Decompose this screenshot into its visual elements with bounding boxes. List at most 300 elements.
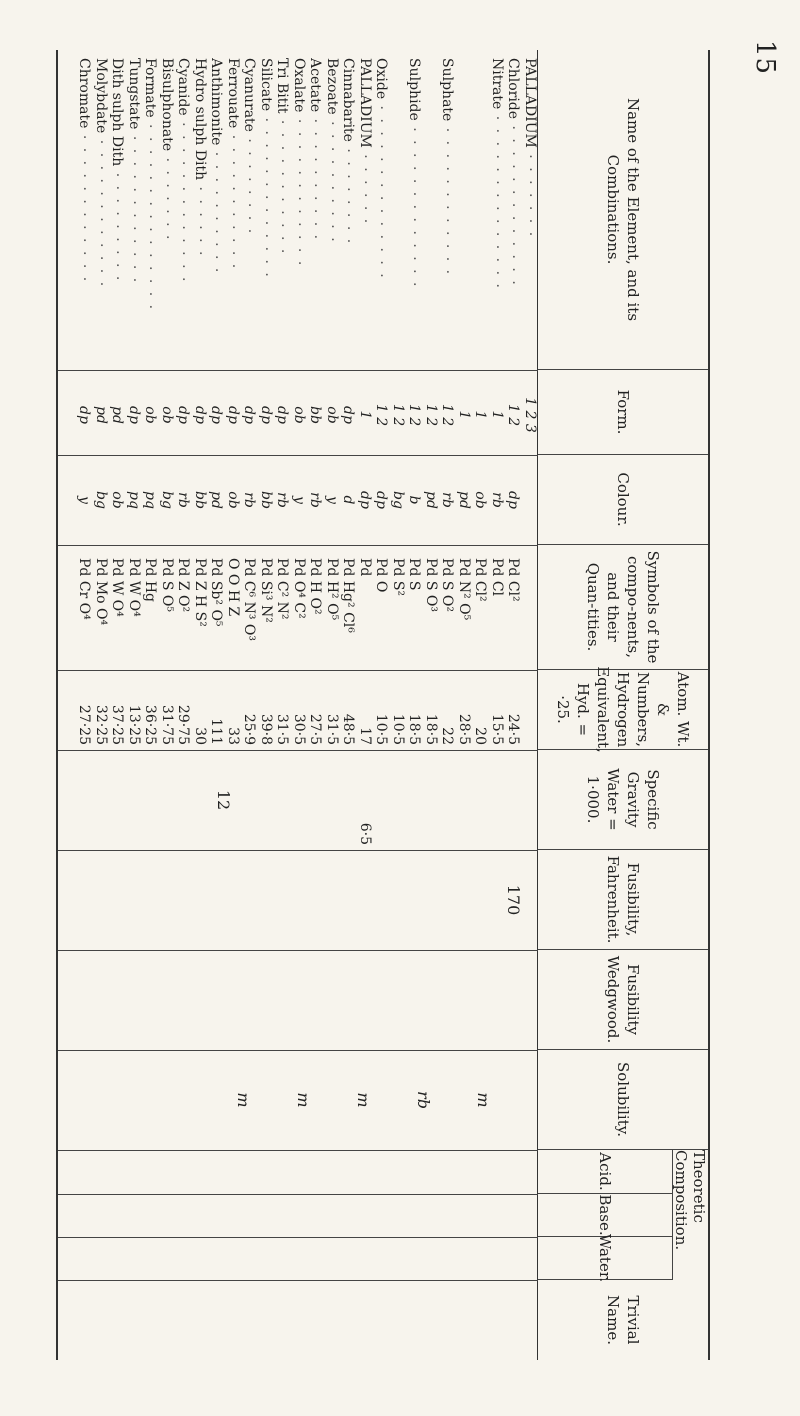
header-name: Name of the Element, and its Combinations. — [538, 50, 708, 370]
atomic-weight-value: 48·5 — [340, 713, 357, 745]
element-name-text: Tungstate — [126, 58, 142, 130]
form-value: 1 — [472, 410, 489, 420]
leader-dots: · · · · · · · · · · · · · — [505, 119, 522, 287]
form-value: 1 2 — [390, 403, 406, 427]
table-row — [357, 50, 374, 1360]
symbol-value — [522, 550, 539, 668]
leader-dots: · · · · · · · · · · — [307, 112, 324, 242]
symbol-value: Pd Si³ N² — [258, 558, 274, 623]
table-row — [423, 50, 440, 1360]
specific-gravity-value — [505, 755, 522, 845]
symbol-value: Pd Hg — [142, 558, 159, 603]
leader-dots: · · · · · · · · · · · · — [439, 121, 456, 277]
atomic-weight-value: 18·5 — [406, 713, 423, 745]
solubility-value — [390, 955, 407, 1045]
element-name — [241, 58, 258, 358]
fusibility-value — [307, 855, 324, 945]
element-name — [291, 58, 308, 358]
form-value: dp — [175, 406, 192, 424]
specific-gravity-value — [142, 755, 159, 845]
fusibility-value — [175, 855, 192, 945]
colour-value: bb — [258, 491, 274, 509]
leader-dots: · · · · · · · · · · · — [225, 128, 241, 271]
page-number: 15 — [750, 40, 780, 76]
solubility-value — [489, 955, 506, 1045]
form-value: ob — [291, 406, 307, 424]
colour-value: dp — [505, 491, 522, 509]
symbol-value: Pd Mo O⁴ — [93, 558, 109, 626]
atomic-weight-value: 27·25 — [76, 704, 93, 745]
form-value: dp — [192, 406, 208, 424]
element-name-text: Oxalate — [291, 58, 307, 113]
header-base: Base. — [538, 1194, 672, 1237]
specific-gravity-value: 6·5 — [357, 822, 373, 845]
leader-dots: · · · · · · — [357, 147, 373, 226]
element-name — [225, 58, 242, 358]
element-name-text: Chromate — [76, 58, 93, 129]
atomic-weight-value: 31·5 — [324, 713, 340, 745]
element-name — [109, 58, 126, 358]
solubility-value — [225, 955, 242, 1045]
element-name-text: Bezoate — [324, 58, 340, 115]
specific-gravity-value — [159, 755, 176, 845]
element-name — [522, 58, 539, 358]
element-name-text: Hydro sulph Dith — [192, 58, 208, 181]
symbol-value: Pd W O⁴ — [109, 558, 126, 617]
symbol-value: Pd Cr O⁴ — [76, 558, 93, 620]
element-name — [340, 58, 357, 358]
table-row — [225, 50, 242, 1360]
atomic-weight-value: 15·5 — [489, 713, 505, 745]
fusibility-value — [472, 855, 489, 945]
fusibility-value — [456, 855, 473, 945]
solubility-value — [175, 955, 192, 1045]
symbol-value: Pd S² — [390, 558, 406, 597]
fusibility-value — [439, 855, 456, 945]
solubility-mark: m — [474, 1092, 493, 1108]
element-name — [274, 58, 291, 358]
form-value: ob — [159, 406, 175, 424]
form-value: ob — [142, 406, 159, 424]
atomic-weight-value: 27·5 — [307, 713, 324, 745]
leader-dots: · · · · · · · · · · · · — [126, 129, 142, 285]
form-value: dp — [340, 406, 357, 424]
leader-dots: · · · · · · · · · · · — [274, 113, 291, 256]
element-name — [142, 58, 159, 358]
form-value: dp — [208, 406, 225, 424]
colour-value: rb — [307, 492, 324, 508]
colour-value: ob — [472, 491, 489, 509]
table-row — [142, 50, 159, 1360]
symbol-value: Pd H² O⁵ — [324, 558, 340, 621]
element-name-text: Sulphide — [406, 58, 423, 121]
fusibility-value — [225, 855, 242, 945]
element-name-text: Oxide — [373, 58, 390, 100]
element-name-text: Formate — [142, 58, 159, 118]
symbol-value: Pd Cl² — [505, 558, 522, 602]
element-name — [406, 58, 423, 358]
element-name — [505, 58, 522, 358]
symbol-value: Pd Z H S² — [192, 558, 208, 627]
element-name — [373, 58, 390, 358]
colour-value: ob — [225, 491, 241, 509]
element-name — [126, 58, 143, 358]
atomic-weight-value: 111 — [208, 718, 225, 745]
form-value: 1 2 — [373, 403, 390, 427]
symbol-value: Pd Z O² — [175, 558, 192, 613]
atomic-weight-value: 29·75 — [175, 704, 192, 745]
fusibility-value — [357, 855, 374, 945]
table-body — [58, 50, 538, 1360]
fusibility-value — [522, 855, 539, 945]
table-row — [489, 50, 506, 1360]
form-value: 1 2 — [505, 403, 522, 427]
solubility-mark: m — [294, 1092, 313, 1108]
form-value: ob — [324, 406, 340, 424]
atomic-weight-value: 30 — [192, 727, 208, 745]
colour-value: pd — [456, 491, 472, 509]
leader-dots: · · · · · · · · · · · · — [93, 133, 109, 289]
fusibility-value — [489, 855, 506, 945]
element-name-text: Anthimonite — [208, 58, 225, 146]
colour-value: rb — [241, 492, 258, 508]
specific-gravity-value — [423, 755, 440, 845]
leader-dots: · · · · · · · · · · · · · · — [373, 99, 390, 280]
table-row — [175, 50, 192, 1360]
fusibility-value — [192, 855, 209, 945]
leader-dots: · · · · · · · · · · · · — [291, 112, 307, 268]
table-row — [522, 50, 539, 1360]
table-header — [537, 50, 708, 1360]
solubility-value — [439, 955, 456, 1045]
solubility-value — [324, 955, 341, 1045]
element-name — [439, 58, 456, 358]
atomic-weight-value: 18·5 — [423, 713, 439, 745]
symbol-value: Pd Hg² Cl⁶ — [340, 558, 357, 633]
fusibility-value — [373, 855, 390, 945]
colour-value: rb — [439, 492, 456, 508]
leader-dots: · · · · · · · · — [340, 141, 357, 246]
colour-value: pq — [126, 491, 142, 509]
header-fusibility: Fusibility, Fahrenheit. — [538, 850, 708, 950]
table-row — [505, 50, 522, 1360]
header-symbol: Symbols of the compo-nents, and their Quan-tities. — [538, 545, 708, 670]
solubility-value — [76, 955, 93, 1045]
table-row — [390, 50, 407, 1360]
symbol-value: Pd Cl — [489, 558, 505, 597]
colour-value: bb — [192, 491, 208, 509]
table-row — [126, 50, 143, 1360]
element-name — [76, 58, 93, 358]
element-table — [56, 50, 710, 1360]
specific-gravity-value — [390, 755, 407, 845]
form-value: dp — [241, 406, 258, 424]
symbol-value: Pd H O² — [307, 558, 324, 615]
symbol-value: Pd C⁶ N³ O³ — [241, 558, 258, 642]
element-name — [93, 58, 110, 358]
specific-gravity-value: 12 — [214, 789, 233, 811]
solubility-value — [208, 955, 225, 1045]
fusibility-value — [93, 855, 110, 945]
table-row — [373, 50, 390, 1360]
element-name — [489, 58, 506, 358]
specific-gravity-value — [373, 755, 390, 845]
fusibility-value — [76, 855, 93, 945]
table-row — [76, 50, 93, 1360]
solubility-value — [505, 955, 522, 1045]
symbol-value: Pd Sb² O⁵ — [208, 558, 225, 627]
colour-value: pd — [423, 491, 439, 509]
fusibility-value — [126, 855, 143, 945]
element-name — [472, 58, 489, 358]
colour-value: bg — [159, 491, 175, 509]
element-name-text: PALLADIUM — [522, 58, 538, 148]
solubility-value — [126, 955, 143, 1045]
specific-gravity-value — [324, 755, 341, 845]
solubility-value — [522, 955, 539, 1045]
atomic-weight-value: 17 — [357, 727, 373, 745]
symbol-value: Pd S O⁵ — [159, 558, 175, 612]
colour-value: dp — [357, 491, 373, 509]
element-name — [390, 58, 407, 358]
leader-dots: · · · · · · · — [522, 147, 538, 239]
fusibility-value — [505, 855, 522, 945]
table-row — [159, 50, 176, 1360]
leader-dots: · · · · · · · · · · — [324, 114, 340, 244]
atomic-weight-value: 24·5 — [505, 713, 522, 745]
form-value: dp — [274, 406, 291, 424]
element-name-text: Tri Bitit — [274, 58, 291, 114]
element-name-text: Silicate — [258, 58, 274, 112]
element-name — [258, 58, 275, 358]
form-value: dp — [76, 406, 93, 424]
specific-gravity-value — [406, 755, 423, 845]
header-acid: Acid. — [538, 1150, 672, 1194]
colour-value — [522, 460, 539, 540]
header-fusibility-wedgwood: Fusibility Wedgwood. — [538, 950, 708, 1050]
table-row — [208, 50, 225, 1360]
specific-gravity-value — [456, 755, 473, 845]
element-name — [357, 58, 374, 358]
solubility-mark: m — [354, 1092, 373, 1108]
solubility-value — [109, 955, 126, 1045]
table-row — [472, 50, 489, 1360]
fusibility-value — [324, 855, 341, 945]
symbol-value: Pd Cl² — [472, 558, 489, 602]
element-name-text: Ferrouate — [225, 58, 241, 129]
leader-dots: · · · · · · — [192, 180, 208, 258]
table-row — [340, 50, 357, 1360]
atomic-weight-value: 32·25 — [93, 704, 109, 745]
table-row — [324, 50, 341, 1360]
colour-value: pq — [142, 491, 159, 509]
element-name — [456, 58, 473, 358]
atomic-weight-value: 31·75 — [159, 704, 175, 745]
fusibility-value — [406, 855, 423, 945]
element-name-text: Cinnabarite — [340, 58, 357, 142]
symbol-value: Pd N² O⁵ — [456, 558, 472, 621]
symbol-value: Pd S — [406, 558, 423, 591]
header-trivial-name: Trivial Name. — [604, 1295, 642, 1345]
element-name — [423, 58, 440, 358]
specific-gravity-value — [109, 755, 126, 845]
colour-value: y — [324, 496, 340, 504]
specific-gravity-value — [472, 755, 489, 845]
element-name-text: Molybdate — [93, 58, 109, 134]
colour-value: dp — [373, 491, 390, 509]
solubility-value — [456, 955, 473, 1045]
element-name-text: Cyanide — [175, 58, 192, 116]
specific-gravity-value — [274, 755, 291, 845]
specific-gravity-value — [340, 755, 357, 845]
table-row — [456, 50, 473, 1360]
specific-gravity-value — [522, 755, 539, 845]
header-specific-gravity: Specific Gravity Water = 1·000. — [538, 750, 708, 850]
form-value: 1 — [357, 410, 373, 420]
leader-dots: · · · · · · · · — [241, 131, 258, 236]
solubility-value — [93, 955, 110, 1045]
colour-value: y — [291, 496, 307, 504]
colour-value: bg — [93, 491, 109, 509]
specific-gravity-value — [126, 755, 143, 845]
leader-dots: · · · · · · · — [159, 151, 175, 242]
form-value: pd — [109, 406, 126, 424]
element-name-text: Cyanurate — [241, 58, 258, 132]
atomic-weight-value: 31·5 — [274, 713, 291, 745]
solubility-value — [291, 955, 308, 1045]
symbol-value: Pd — [357, 558, 373, 577]
form-value: dp — [258, 406, 274, 424]
solubility-mark: rb — [414, 1091, 433, 1109]
form-value: bb — [307, 406, 324, 424]
element-name-text: Dith sulph Dith — [109, 58, 126, 167]
solubility-value — [472, 955, 489, 1045]
colour-value: ob — [109, 491, 126, 509]
form-value: 1 2 — [439, 403, 456, 427]
element-name — [324, 58, 341, 358]
fusibility-value — [274, 855, 291, 945]
leader-dots: · · · · · · · · · · · · — [76, 128, 93, 284]
atomic-weight-value: 37·25 — [109, 704, 126, 745]
form-value: dp — [126, 406, 142, 424]
atomic-weight-value: 30·5 — [291, 713, 307, 745]
specific-gravity-value — [241, 755, 258, 845]
leader-dots: · · · · · · · · · · · · · — [175, 115, 192, 284]
leader-dots: · · · · · · · · · · · · · · · — [142, 117, 159, 312]
fusibility-value: 170 — [504, 884, 523, 916]
fusibility-value — [258, 855, 275, 945]
table-row — [439, 50, 456, 1360]
colour-value: b — [406, 495, 423, 505]
atomic-weight-value: 10·5 — [373, 713, 390, 745]
colour-value: pd — [208, 491, 225, 509]
fusibility-value — [109, 855, 126, 945]
header-atomic-weight: Atom. Wt. & Numbers, Hydrogen Equivalent, Hyd. = ·25. — [538, 670, 708, 750]
symbol-value: O O H Z — [225, 558, 241, 617]
colour-value: y — [76, 496, 93, 504]
form-value: dp — [225, 406, 241, 424]
table-row — [406, 50, 423, 1360]
fusibility-value — [340, 855, 357, 945]
element-name — [208, 58, 225, 358]
colour-value: d — [340, 495, 357, 505]
solubility-value — [357, 955, 374, 1045]
atomic-weight-value: 10·5 — [390, 713, 406, 745]
solubility-value — [241, 955, 258, 1045]
colour-value: rb — [489, 492, 505, 508]
symbol-value: Pd O⁴ C² — [291, 558, 307, 619]
element-name — [175, 58, 192, 358]
atomic-weight-value: 33 — [225, 727, 241, 745]
element-name-text: PALLADIUM — [357, 58, 373, 148]
element-name — [192, 58, 209, 358]
form-value: 1 — [456, 410, 472, 420]
leader-dots: · · · · · · · · · — [109, 166, 126, 283]
specific-gravity-value — [192, 755, 209, 845]
solubility-value — [423, 955, 440, 1045]
header-solubility: Solubility. — [538, 1050, 708, 1150]
element-name-text: Nitrate — [489, 58, 505, 110]
symbol-value: Pd S O³ — [423, 558, 439, 612]
symbol-value: Pd S O² — [439, 558, 456, 612]
header-form: Form. — [538, 370, 708, 455]
atomic-weight-value: 36·25 — [142, 704, 159, 745]
form-value: 1 2 3 — [522, 397, 538, 433]
table-row — [258, 50, 275, 1360]
atomic-weight-value: 22 — [439, 727, 456, 745]
element-name — [307, 58, 324, 358]
specific-gravity-value — [225, 755, 242, 845]
solubility-value — [340, 955, 357, 1045]
solubility-value — [159, 955, 176, 1045]
table-row — [274, 50, 291, 1360]
fusibility-value — [159, 855, 176, 945]
colour-value: rb — [274, 492, 291, 508]
specific-gravity-value — [93, 755, 110, 845]
solubility-value — [307, 955, 324, 1045]
atomic-weight-value: 28·5 — [456, 713, 472, 745]
atomic-weight-value: 39·8 — [258, 713, 274, 745]
form-value: 1 2 — [406, 403, 423, 427]
atomic-weight-value: 25·9 — [241, 713, 258, 745]
leader-dots: · · · · · · · · · · · · · — [258, 111, 274, 279]
element-name-text: Acetate — [307, 58, 324, 113]
element-name-text: Chloride — [505, 58, 522, 120]
table-row — [93, 50, 110, 1360]
table-row — [291, 50, 308, 1360]
solubility-value — [142, 955, 159, 1045]
atomic-weight-value: 13·25 — [126, 704, 142, 745]
fusibility-value — [423, 855, 440, 945]
colour-value: rb — [175, 492, 192, 508]
element-name-text: Bisulphonate — [159, 58, 175, 152]
specific-gravity-value — [489, 755, 506, 845]
fusibility-value — [241, 855, 258, 945]
atomic-weight-value: 20 — [472, 727, 489, 745]
solubility-value — [373, 955, 390, 1045]
specific-gravity-value — [307, 755, 324, 845]
leader-dots: · · · · · · · · · · · · · — [406, 120, 423, 289]
symbol-value: Pd C² N² — [274, 558, 291, 620]
specific-gravity-value — [439, 755, 456, 845]
fusibility-value — [142, 855, 159, 945]
specific-gravity-value — [291, 755, 308, 845]
header-theoretic-title: Theoretic Composition. — [672, 1150, 708, 1280]
form-value: 1 — [489, 410, 505, 420]
table-row — [192, 50, 209, 1360]
leader-dots: · · · · · · · · · · · · · · — [489, 109, 505, 290]
symbol-value: Pd O — [373, 558, 390, 593]
